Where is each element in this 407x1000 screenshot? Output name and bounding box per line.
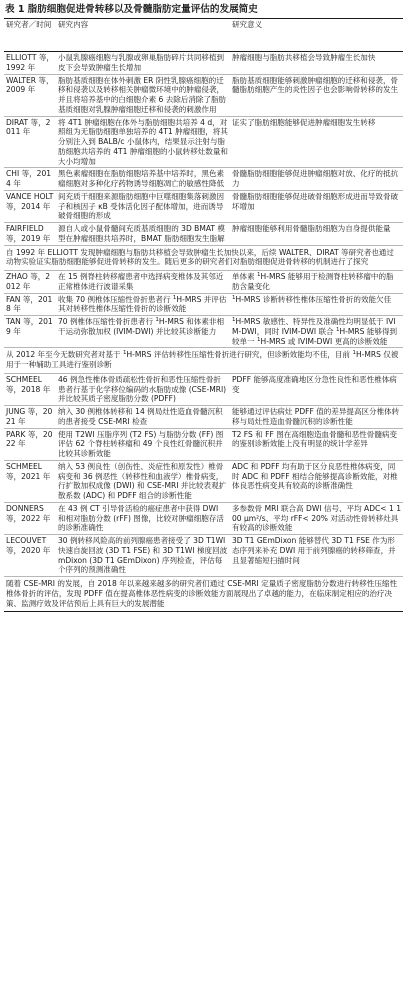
significance-cell: 骨髓脂肪细胞能够促进肿瘤细胞对放、化疗的抵抗力 [230,168,403,191]
significance-cell: T2 FS 和 FF 图在高细胞造血骨髓和恶性骨髓病变的鉴别诊断效能上没有明显的统计学差异 [230,428,403,460]
table-row [4,190,403,222]
content-cell: 将 4T1 肿瘤细胞在体外与脂肪细胞共培养 4 d，对照组为无脂肪细胞单独培养的 4T1 肿瘤细胞，将其分别注入到 BALB/c 小鼠体内，结果显示注射与脂肪细胞共培养的 4T1 肿瘤细胞的小鼠转移灶数量和大小均增加 [56,116,230,168]
significance-cell: $^1$H-MRS 诊断转移性椎体压缩性骨折的效能欠佳 [230,293,403,316]
author-cell: SCHMEEL 等，2018 年 [4,373,56,405]
author-cell: FAIRFIELD 等，2019 年 [4,223,56,246]
summary-row [4,348,403,374]
content-cell: 源自人或小鼠骨髓间充质基质细胞的 3D BMAT 模型在肿瘤细胞共培养时，BMAT 脂肪细胞发生脂解 [56,223,230,246]
content-cell: 70 例椎体压缩性骨折患者行 $^1$H-MRS 和体素非相干运动弥散加权 (IVIM-DWI) 并比较其诊断能力 [56,316,230,348]
significance-cell: 3D T1 GEmDixon 能够替代 3D T1 FSE 作为形态序列来补充 DWI 用于前列腺癌的转移筛查，并且显著缩短扫描时间 [230,535,403,577]
table-row [4,168,403,191]
table-row [4,293,403,316]
author-cell: FAN 等，2018 年 [4,293,56,316]
content-cell: 30 例转移风险高的前列腺癌患者接受了 3D T1WI 快速自旋回波 (3D T1 FSE) 和 3D T1WI 梯度回波 mDixon (3D T1 GEmDixon) 序列检查，评估每个序列的预测准确性 [56,535,230,577]
significance-cell: PDFF 能够高度准确地区分急性良性和恶性椎体病变 [230,373,403,405]
table-row [4,74,403,116]
table-row [4,428,403,460]
table-row [4,502,403,534]
author-cell: LECOUVET 等，2020 年 [4,535,56,577]
table-row [4,271,403,294]
table-row [4,52,403,75]
author-cell: ZHAO 等，2012 年 [4,271,56,294]
significance-cell: 能够通过评估病灶 PDFF 值的差异提高区分椎体转移与局灶性造血骨髓沉积的诊断性能 [230,406,403,429]
content-cell: 在 43 例 CT 引导骨活检的癌症患者中获得 DWI 和相对脂肪分数 (rFF) 图像，比较对肿瘤细胞存活的诊断准确性 [56,502,230,534]
author-cell: JUNG 等，2021 年 [4,406,56,429]
content-cell: 间充质干细胞来源脂肪细胞中巨噬细胞集落刺激因子和核因子 κB 受体活化因子配体增加，进而诱导破骨细胞的形成 [56,190,230,222]
summary-row [4,577,403,612]
table-caption [0,0,407,18]
history-table [4,18,403,612]
content-cell: 纳入 53 例良性（创伤性、炎症性和原发性）椎骨病变和 36 例恶性（转移性和血液学）椎骨病变，行扩散加权成像 (DWI) 和 CSE-MRI 并比较表观扩散系数 (ADC) 和 PDFF 组合的诊断性能 [56,460,230,502]
content-cell: 纳入 30 例椎体转移和 14 例局灶性造血骨髓沉积的患者接受 CSE-MRI 检查 [56,406,230,429]
significance-cell: 多参数骨 MRI 联合高 DWI 信号、平均 ADC< 1 100 μm²/s、平均 rFF< 20% 对活动性骨转移灶具有较高的诊断效能 [230,502,403,534]
significance-cell: 肿瘤细胞与脂肪共移植会导致肿瘤生长加快 [230,52,403,75]
summary-text: 随着 CSE-MRI 的发展，自 2018 年以来越来越多的研究者们通过 CSE-MRI 定量质子密度脂肪分数进行转移性压缩性椎体骨折的评估，发现 PDFF 值在提高椎体恶性病变的诊断效能方面展现出了卓越的能力，在临床制定相应的治疗决策、监测疗效及评估预后上具有巨大的发展潜能 [4,577,403,612]
author-cell: TAN 等，2019 年 [4,316,56,348]
content-cell: 使用 T2WI 压脂序列 (T2 FS) 与脂肪分数 (FF) 图评估 62 个脊柱转移瘤和 49 个良性红骨髓沉积并比较其诊断效能 [56,428,230,460]
table-row [4,460,403,502]
significance-cell: 证实了脂肪细胞能够促进肿瘤细胞发生转移 [230,116,403,168]
significance-cell: 骨髓脂肪细胞能够促进破骨细胞形成进而导致骨破坏增加 [230,190,403,222]
author-cell: WALTER 等，2009 年 [4,74,56,116]
table-row [4,373,403,405]
summary-text: 自 1992 年 ELLIOTT 发现肿瘤细胞与脂肪共移植会导致肿瘤生长加快以来，后续 WALTER、DIRAT 等研究者也通过动物实验证实脂肪细胞能够促进骨转移的发生。随后更多的研究者们对脂肪细胞促进骨转移的机制进行了探究 [4,245,403,271]
table-number: 表 1 [5,4,25,15]
author-cell: DONNERS 等，2022 年 [4,502,56,534]
content-cell: 在 15 例脊柱转移瘤患者中选择病变椎体及其邻近正常椎体进行波谱采集 [56,271,230,294]
table-body [4,52,403,612]
table-row [4,406,403,429]
content-cell: 小鼠乳腺癌细胞与乳腺或卵巢脂肪碎片共同移植到皮下会导致肿瘤生长增加 [56,52,230,75]
significance-cell: ADC 和 PDFF 均有助于区分良恶性椎体病变，同时 ADC 和 PDFF 相结合能够提高诊断效能，对椎体良恶性病变具有较高的诊断准确性 [230,460,403,502]
significance-cell: 肿瘤细胞能够利用骨髓脂肪细胞为自身提供能量 [230,223,403,246]
table-title: 脂肪细胞促进骨转移以及骨髓脂肪定量评估的发展简史 [27,4,258,15]
table-row [4,116,403,168]
header-researcher-time: 研究者／时间 [4,19,56,52]
header-research-content: 研究内容 [56,19,230,52]
table-row [4,535,403,577]
significance-cell: 脂肪基质细胞能够刺激肿瘤细胞的迁移和侵袭，骨髓脂肪细胞产生的炎性因子也会影响骨转移的发生 [230,74,403,116]
summary-text: 从 2012 年至今无数研究者对基于 $^1$H-MRS 评估转移性压缩性骨折进行研究，但诊断效能均不佳，目前 $^1$H-MRS 仅被用于一种辅助工具进行鉴别诊断 [4,348,403,374]
author-cell: DIRAT 等，2011 年 [4,116,56,168]
table-row [4,316,403,348]
author-cell: ELLIOTT 等，1992 年 [4,52,56,75]
table-row [4,223,403,246]
content-cell: 46 例急性椎体骨质疏松性骨折和恶性压缩性骨折患者行基于化学移位编码的水脂肪成像 (CSE-MRI) 并比较其质子密度脂肪分数 (PDFF) [56,373,230,405]
content-cell: 收集 70 例椎体压缩性骨折患者行 $^1$H-MRS 并评估其对转移性椎体压缩性骨折的诊断效能 [56,293,230,316]
author-cell: CHI 等，2014 年 [4,168,56,191]
author-cell: SCHMEEL 等，2021 年 [4,460,56,502]
content-cell: 脂肪基质细胞在体外刺激 ER 阴性乳腺癌细胞的迁移和侵袭以及转移相关肿瘤微环境中的肿瘤侵袭，并且将培养基中的白细胞介素 6 去除后消除了脂肪基质细胞对乳腺肿瘤细胞迁移和侵袭的刺激作用 [56,74,230,116]
header-research-significance: 研究意义 [230,19,403,52]
significance-cell: $^1$H-MRS 敏感性、特异性及准确性均明显低于 IVIM-DWI，同时 IVIM-DWI 联合 $^1$H-MRS 能够得到较单一 $^1$H-MRS 或 IVIM-DWI 更高的诊断效能 [230,316,403,348]
author-cell: PARK 等，2022 年 [4,428,56,460]
significance-cell: 单体素 $^1$H-MRS 能够用于检测脊柱转移瘤中的脂肪含量变化 [230,271,403,294]
content-cell: 黑色素瘤细胞在脂肪细胞培养基中培养时，黑色素瘤细胞对多种化疗药物诱导细胞凋亡的敏感性降低 [56,168,230,191]
summary-row [4,245,403,271]
table-header-row [4,19,403,52]
author-cell: VANCE HOLT 等，2014 年 [4,190,56,222]
